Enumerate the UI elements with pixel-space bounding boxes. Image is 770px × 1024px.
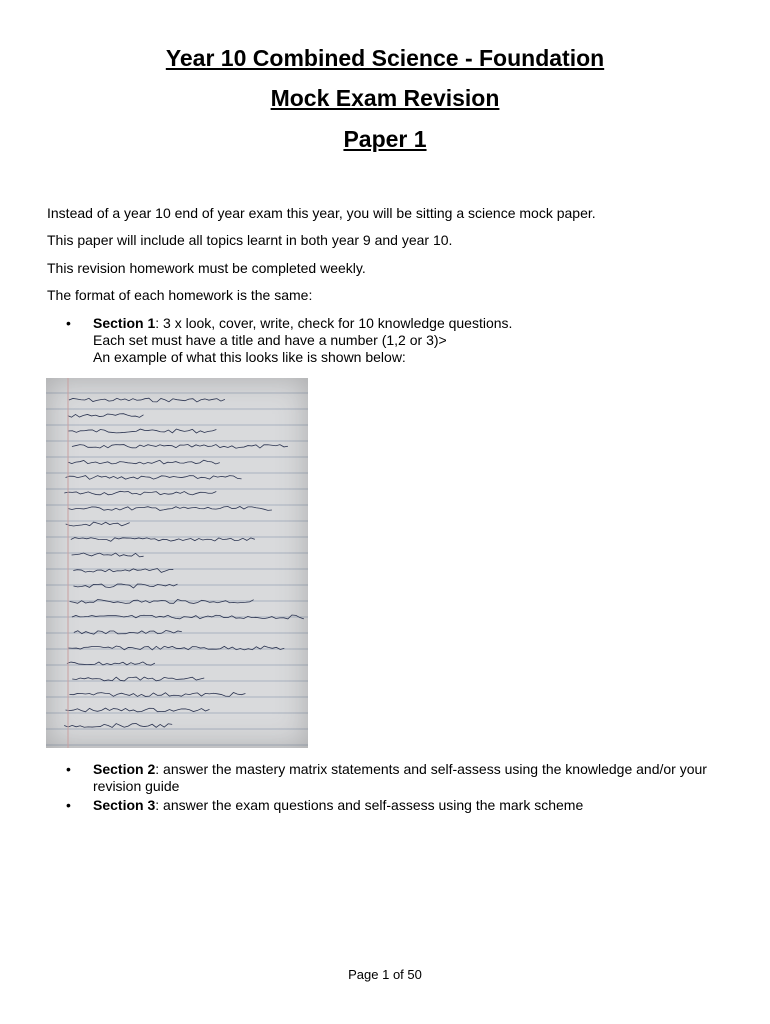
- section-2-item: [93, 761, 713, 795]
- intro-paragraph: This paper will include all topics learnt in both year 9 and year 10.: [47, 232, 453, 248]
- bullet-icon: •: [66, 797, 71, 813]
- handwriting-line: [67, 662, 155, 665]
- handwriting-line: [72, 677, 204, 681]
- handwriting-line: [64, 491, 216, 495]
- handwriting-line: [69, 693, 245, 697]
- bullet-icon: •: [66, 761, 71, 777]
- handwriting-scribbles: [46, 378, 308, 748]
- handwriting-line: [70, 600, 254, 604]
- section-3-item: [93, 797, 713, 814]
- handwriting-line: [68, 429, 216, 433]
- handwriting-line: [66, 476, 242, 480]
- handwriting-line: [65, 708, 209, 712]
- handwriting-line: [68, 414, 144, 418]
- intro-paragraph: Instead of a year 10 end of year exam this year, you will be sitting a science mock paper.: [47, 205, 596, 221]
- example-notebook-photo: [46, 378, 308, 748]
- handwriting-line: [72, 553, 144, 557]
- handwriting-line: [73, 584, 177, 588]
- handwriting-line: [74, 631, 182, 635]
- section-label: Section 3: [93, 797, 156, 813]
- section-label: Section 2: [93, 761, 156, 777]
- document-title: Year 10 Combined Science - Foundation: [165, 45, 605, 71]
- section-label: Section 1: [93, 315, 156, 331]
- page-number: Page 1 of 50: [348, 967, 422, 982]
- handwriting-line: [72, 445, 288, 449]
- intro-paragraph: This revision homework must be completed weekly.: [47, 260, 366, 276]
- bullet-icon: •: [66, 315, 71, 331]
- handwriting-line: [72, 615, 304, 619]
- handwriting-line: [66, 522, 130, 526]
- handwriting-line: [68, 507, 272, 511]
- document-subtitle: Mock Exam Revision: [270, 85, 500, 111]
- section-text: Each set must have a title and have a number (1,2 or 3)>: [93, 332, 447, 348]
- handwriting-line: [73, 569, 173, 573]
- section-text: : 3 x look, cover, write, check for 10 knowledge questions.: [155, 315, 513, 331]
- section-text: : answer the exam questions and self-assess using the mark scheme: [155, 797, 584, 813]
- section-text: An example of what this looks like is shown below:: [93, 349, 406, 365]
- handwriting-line: [68, 646, 284, 650]
- section-1-item: [93, 315, 713, 366]
- handwriting-line: [68, 460, 220, 464]
- intro-paragraph: The format of each homework is the same:: [47, 287, 313, 303]
- handwriting-line: [64, 724, 172, 728]
- handwriting-line: [69, 398, 225, 402]
- handwriting-line: [71, 538, 255, 542]
- paper-heading: Paper 1: [343, 126, 427, 152]
- section-text: : answer the mastery matrix statements and self-assess using the knowledge and/or your revision guide: [93, 761, 707, 794]
